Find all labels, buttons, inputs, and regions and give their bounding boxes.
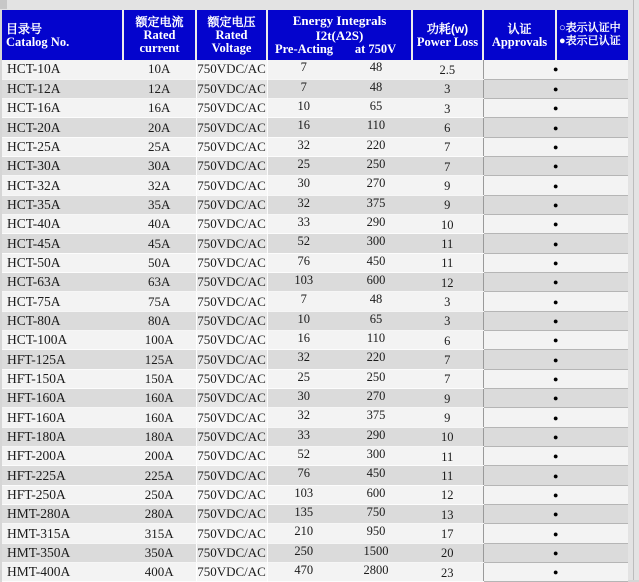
table-header <box>2 10 628 60</box>
cell-pre-acting: 470 <box>267 563 340 582</box>
cell-pre-acting: 7 <box>267 79 340 98</box>
cell-catalog-no: HMT-280A <box>2 505 123 524</box>
cell-rated-current: 160A <box>123 408 196 427</box>
table-row <box>2 563 628 582</box>
cell-rated-current: 315A <box>123 524 196 543</box>
table-row <box>2 99 628 118</box>
approval-status-dot: ● <box>483 292 628 311</box>
cell-at-750v: 48 <box>340 292 412 311</box>
cell-pre-acting: 210 <box>267 524 340 543</box>
cell-at-750v: 290 <box>340 427 412 446</box>
cell-power-loss: 10 <box>412 427 483 446</box>
col-header-rated-current-zh: 额定电流 <box>135 15 184 29</box>
cell-power-loss: 7 <box>412 157 483 176</box>
approval-status-dot: ● <box>483 79 628 98</box>
col-header-rated-voltage-zh: 额定电压 <box>207 15 256 29</box>
cell-catalog-no: HFT-225A <box>2 466 123 485</box>
cell-rated-current: 180A <box>123 427 196 446</box>
approval-status-dot: ● <box>483 524 628 543</box>
table-row <box>2 447 628 466</box>
cell-pre-acting: 33 <box>267 215 340 234</box>
col-header-pre-acting-label: Pre-Acting <box>274 42 334 56</box>
cell-rated-current: 80A <box>123 311 196 330</box>
cell-pre-acting: 10 <box>267 99 340 118</box>
table-body <box>2 60 628 582</box>
table-row <box>2 79 628 98</box>
cell-rated-voltage: 750VDC/AC <box>196 234 267 253</box>
cell-pre-acting: 32 <box>267 137 340 156</box>
cell-power-loss: 6 <box>412 118 483 137</box>
cell-rated-current: 160A <box>123 389 196 408</box>
cell-power-loss: 9 <box>412 408 483 427</box>
cell-at-750v: 600 <box>340 485 412 504</box>
cell-pre-acting: 76 <box>267 466 340 485</box>
cell-pre-acting: 103 <box>267 485 340 504</box>
cell-power-loss: 3 <box>412 292 483 311</box>
cell-catalog-no: HCT-20A <box>2 118 123 137</box>
cell-rated-current: 200A <box>123 447 196 466</box>
fuse-spec-table <box>2 10 628 582</box>
cell-at-750v: 65 <box>340 99 412 118</box>
cell-catalog-no: HCT-32A <box>2 176 123 195</box>
approval-status-dot: ● <box>483 543 628 562</box>
table-row <box>2 369 628 388</box>
cell-rated-voltage: 750VDC/AC <box>196 176 267 195</box>
cell-catalog-no: HFT-160A <box>2 408 123 427</box>
cell-catalog-no: HCT-16A <box>2 99 123 118</box>
col-header-rated-current <box>123 10 196 60</box>
cell-at-750v: 750 <box>340 505 412 524</box>
col-header-approvals-en: Approvals <box>491 34 548 49</box>
cell-rated-voltage: 750VDC/AC <box>196 389 267 408</box>
cell-rated-current: 20A <box>123 118 196 137</box>
table-row <box>2 427 628 446</box>
cell-rated-current: 35A <box>123 195 196 214</box>
page-right-margin <box>628 0 639 580</box>
col-header-pre-acting <box>267 43 340 60</box>
cell-catalog-no: HFT-160A <box>2 389 123 408</box>
cell-catalog-no: HFT-150A <box>2 369 123 388</box>
cell-power-loss: 11 <box>412 234 483 253</box>
cell-catalog-no: HCT-10A <box>2 60 123 79</box>
cell-pre-acting: 30 <box>267 389 340 408</box>
cell-catalog-no: HCT-12A <box>2 79 123 98</box>
approval-status-dot: ● <box>483 273 628 292</box>
cell-rated-current: 250A <box>123 485 196 504</box>
cell-rated-current: 75A <box>123 292 196 311</box>
cell-rated-current: 63A <box>123 273 196 292</box>
table-row <box>2 505 628 524</box>
cell-pre-acting: 250 <box>267 543 340 562</box>
cell-rated-current: 125A <box>123 350 196 369</box>
cell-catalog-no: HMT-315A <box>2 524 123 543</box>
cell-at-750v: 48 <box>340 60 412 79</box>
cell-at-750v: 375 <box>340 195 412 214</box>
cell-rated-voltage: 750VDC/AC <box>196 485 267 504</box>
col-header-catalog <box>2 10 123 60</box>
table-row <box>2 215 628 234</box>
table-row <box>2 466 628 485</box>
approval-status-dot: ● <box>483 195 628 214</box>
col-header-rated-current-en: Rated current <box>139 28 180 55</box>
cell-power-loss: 23 <box>412 563 483 582</box>
cell-catalog-no: HMT-350A <box>2 543 123 562</box>
approval-status-dot: ● <box>483 137 628 156</box>
cell-at-750v: 300 <box>340 234 412 253</box>
cell-at-750v: 300 <box>340 447 412 466</box>
approval-status-dot: ● <box>483 234 628 253</box>
cell-catalog-no: HCT-75A <box>2 292 123 311</box>
cell-rated-voltage: 750VDC/AC <box>196 408 267 427</box>
cell-at-750v: 290 <box>340 215 412 234</box>
col-header-at-750v-label: at 750V <box>354 42 397 56</box>
cell-power-loss: 2.5 <box>412 60 483 79</box>
cell-at-750v: 450 <box>340 253 412 272</box>
approval-status-dot: ● <box>483 427 628 446</box>
table-row <box>2 137 628 156</box>
cell-rated-current: 100A <box>123 331 196 350</box>
cell-catalog-no: HCT-25A <box>2 137 123 156</box>
col-header-energy-title: Energy Integrals I2t(A2S) <box>292 13 387 43</box>
col-header-catalog-en: Catalog No. <box>6 34 70 49</box>
cell-power-loss: 7 <box>412 369 483 388</box>
table-row <box>2 60 628 79</box>
approval-status-dot: ● <box>483 157 628 176</box>
cell-rated-current: 45A <box>123 234 196 253</box>
approval-status-dot: ● <box>483 485 628 504</box>
col-header-at-750v <box>340 43 412 60</box>
table-row <box>2 118 628 137</box>
cell-rated-voltage: 750VDC/AC <box>196 427 267 446</box>
cell-at-750v: 110 <box>340 118 412 137</box>
cell-rated-voltage: 750VDC/AC <box>196 195 267 214</box>
cell-pre-acting: 7 <box>267 292 340 311</box>
approval-status-dot: ● <box>483 408 628 427</box>
cell-pre-acting: 16 <box>267 331 340 350</box>
cell-rated-voltage: 750VDC/AC <box>196 524 267 543</box>
cell-catalog-no: HCT-40A <box>2 215 123 234</box>
cell-power-loss: 11 <box>412 253 483 272</box>
cell-power-loss: 17 <box>412 524 483 543</box>
col-header-energy-integrals <box>267 10 412 43</box>
cell-catalog-no: HCT-63A <box>2 273 123 292</box>
cell-power-loss: 9 <box>412 176 483 195</box>
cell-rated-current: 150A <box>123 369 196 388</box>
col-header-approvals <box>483 10 556 60</box>
cell-power-loss: 3 <box>412 79 483 98</box>
approval-status-dot: ● <box>483 466 628 485</box>
approval-status-dot: ● <box>483 331 628 350</box>
cell-at-750v: 220 <box>340 350 412 369</box>
cell-rated-current: 12A <box>123 79 196 98</box>
table-row <box>2 292 628 311</box>
cell-at-750v: 250 <box>340 369 412 388</box>
approval-status-dot: ● <box>483 253 628 272</box>
cell-at-750v: 270 <box>340 389 412 408</box>
table-row <box>2 253 628 272</box>
cell-rated-voltage: 750VDC/AC <box>196 466 267 485</box>
cell-rated-voltage: 750VDC/AC <box>196 118 267 137</box>
cell-at-750v: 1500 <box>340 543 412 562</box>
cell-rated-voltage: 750VDC/AC <box>196 253 267 272</box>
cell-rated-voltage: 750VDC/AC <box>196 563 267 582</box>
table-row <box>2 350 628 369</box>
cell-rated-voltage: 750VDC/AC <box>196 311 267 330</box>
cell-at-750v: 600 <box>340 273 412 292</box>
cell-rated-voltage: 750VDC/AC <box>196 447 267 466</box>
approval-status-dot: ● <box>483 389 628 408</box>
cell-power-loss: 3 <box>412 99 483 118</box>
cell-pre-acting: 30 <box>267 176 340 195</box>
cell-rated-current: 40A <box>123 215 196 234</box>
cell-rated-voltage: 750VDC/AC <box>196 369 267 388</box>
cell-at-750v: 250 <box>340 157 412 176</box>
table-row <box>2 234 628 253</box>
cell-at-750v: 2800 <box>340 563 412 582</box>
col-header-rated-voltage <box>196 10 267 60</box>
cell-rated-voltage: 750VDC/AC <box>196 157 267 176</box>
cell-pre-acting: 10 <box>267 311 340 330</box>
approval-status-dot: ● <box>483 99 628 118</box>
cell-power-loss: 3 <box>412 311 483 330</box>
cell-catalog-no: HFT-180A <box>2 427 123 446</box>
cell-pre-acting: 135 <box>267 505 340 524</box>
cell-power-loss: 9 <box>412 389 483 408</box>
cell-at-750v: 48 <box>340 79 412 98</box>
col-header-power-loss-en: Power Loss <box>416 34 479 49</box>
table-row <box>2 408 628 427</box>
cell-power-loss: 12 <box>412 485 483 504</box>
cell-rated-current: 16A <box>123 99 196 118</box>
cell-at-750v: 220 <box>340 137 412 156</box>
cell-power-loss: 7 <box>412 350 483 369</box>
table-row <box>2 389 628 408</box>
cell-catalog-no: HCT-50A <box>2 253 123 272</box>
cell-power-loss: 9 <box>412 195 483 214</box>
cell-at-750v: 110 <box>340 331 412 350</box>
cell-at-750v: 450 <box>340 466 412 485</box>
approval-status-dot: ● <box>483 176 628 195</box>
cell-rated-current: 32A <box>123 176 196 195</box>
cell-catalog-no: HMT-400A <box>2 563 123 582</box>
cell-catalog-no: HFT-250A <box>2 485 123 504</box>
cell-rated-current: 350A <box>123 543 196 562</box>
cell-pre-acting: 32 <box>267 350 340 369</box>
cell-rated-voltage: 750VDC/AC <box>196 60 267 79</box>
cell-rated-voltage: 750VDC/AC <box>196 215 267 234</box>
cell-pre-acting: 76 <box>267 253 340 272</box>
cell-pre-acting: 25 <box>267 157 340 176</box>
col-header-power-loss-zh: 功耗(w) <box>426 21 469 36</box>
cell-rated-current: 400A <box>123 563 196 582</box>
cell-rated-voltage: 750VDC/AC <box>196 505 267 524</box>
legend-pending-line: ○表示认证中 <box>559 22 621 34</box>
table-row <box>2 331 628 350</box>
cell-pre-acting: 52 <box>267 447 340 466</box>
approval-status-dot: ● <box>483 60 628 79</box>
page-corner <box>0 0 7 9</box>
cell-pre-acting: 52 <box>267 234 340 253</box>
cell-catalog-no: HCT-30A <box>2 157 123 176</box>
legend-certified-line: ●表示已认证 <box>559 35 621 47</box>
page-edge-line <box>633 0 634 580</box>
col-header-catalog-zh: 目录号 <box>6 21 43 36</box>
approval-status-dot: ● <box>483 311 628 330</box>
cell-power-loss: 20 <box>412 543 483 562</box>
cell-pre-acting: 25 <box>267 369 340 388</box>
cell-rated-current: 50A <box>123 253 196 272</box>
col-header-approval-legend <box>556 10 628 60</box>
table-row <box>2 311 628 330</box>
cell-pre-acting: 32 <box>267 408 340 427</box>
cell-power-loss: 11 <box>412 466 483 485</box>
cell-catalog-no: HCT-35A <box>2 195 123 214</box>
table-row <box>2 157 628 176</box>
cell-catalog-no: HCT-45A <box>2 234 123 253</box>
page-top-margin <box>0 0 639 10</box>
cell-power-loss: 13 <box>412 505 483 524</box>
cell-pre-acting: 7 <box>267 60 340 79</box>
cell-rated-voltage: 750VDC/AC <box>196 331 267 350</box>
cell-power-loss: 12 <box>412 273 483 292</box>
col-header-approvals-zh: 认证 <box>507 21 532 36</box>
cell-at-750v: 270 <box>340 176 412 195</box>
cell-rated-current: 280A <box>123 505 196 524</box>
approval-status-dot: ● <box>483 118 628 137</box>
cell-power-loss: 6 <box>412 331 483 350</box>
cell-at-750v: 375 <box>340 408 412 427</box>
cell-power-loss: 11 <box>412 447 483 466</box>
cell-pre-acting: 103 <box>267 273 340 292</box>
approval-status-dot: ● <box>483 350 628 369</box>
cell-rated-voltage: 750VDC/AC <box>196 99 267 118</box>
table-row <box>2 485 628 504</box>
cell-rated-current: 25A <box>123 137 196 156</box>
cell-pre-acting: 32 <box>267 195 340 214</box>
cell-rated-voltage: 750VDC/AC <box>196 543 267 562</box>
cell-at-750v: 950 <box>340 524 412 543</box>
cell-power-loss: 7 <box>412 137 483 156</box>
cell-rated-current: 30A <box>123 157 196 176</box>
cell-at-750v: 65 <box>340 311 412 330</box>
cell-catalog-no: HCT-80A <box>2 311 123 330</box>
approval-status-dot: ● <box>483 505 628 524</box>
cell-catalog-no: HFT-200A <box>2 447 123 466</box>
approval-status-dot: ● <box>483 447 628 466</box>
cell-pre-acting: 33 <box>267 427 340 446</box>
approval-status-dot: ● <box>483 563 628 582</box>
table-row <box>2 543 628 562</box>
cell-pre-acting: 16 <box>267 118 340 137</box>
cell-rated-voltage: 750VDC/AC <box>196 273 267 292</box>
cell-rated-voltage: 750VDC/AC <box>196 292 267 311</box>
table-row <box>2 273 628 292</box>
cell-rated-voltage: 750VDC/AC <box>196 79 267 98</box>
table-row <box>2 195 628 214</box>
col-header-power-loss <box>412 10 483 60</box>
approval-status-dot: ● <box>483 369 628 388</box>
cell-catalog-no: HCT-100A <box>2 331 123 350</box>
cell-rated-current: 10A <box>123 60 196 79</box>
cell-rated-current: 225A <box>123 466 196 485</box>
cell-catalog-no: HFT-125A <box>2 350 123 369</box>
approval-status-dot: ● <box>483 215 628 234</box>
table-row <box>2 176 628 195</box>
table-row <box>2 524 628 543</box>
cell-rated-voltage: 750VDC/AC <box>196 137 267 156</box>
cell-rated-voltage: 750VDC/AC <box>196 350 267 369</box>
col-header-rated-voltage-en: Rated Voltage <box>211 28 252 55</box>
cell-power-loss: 10 <box>412 215 483 234</box>
